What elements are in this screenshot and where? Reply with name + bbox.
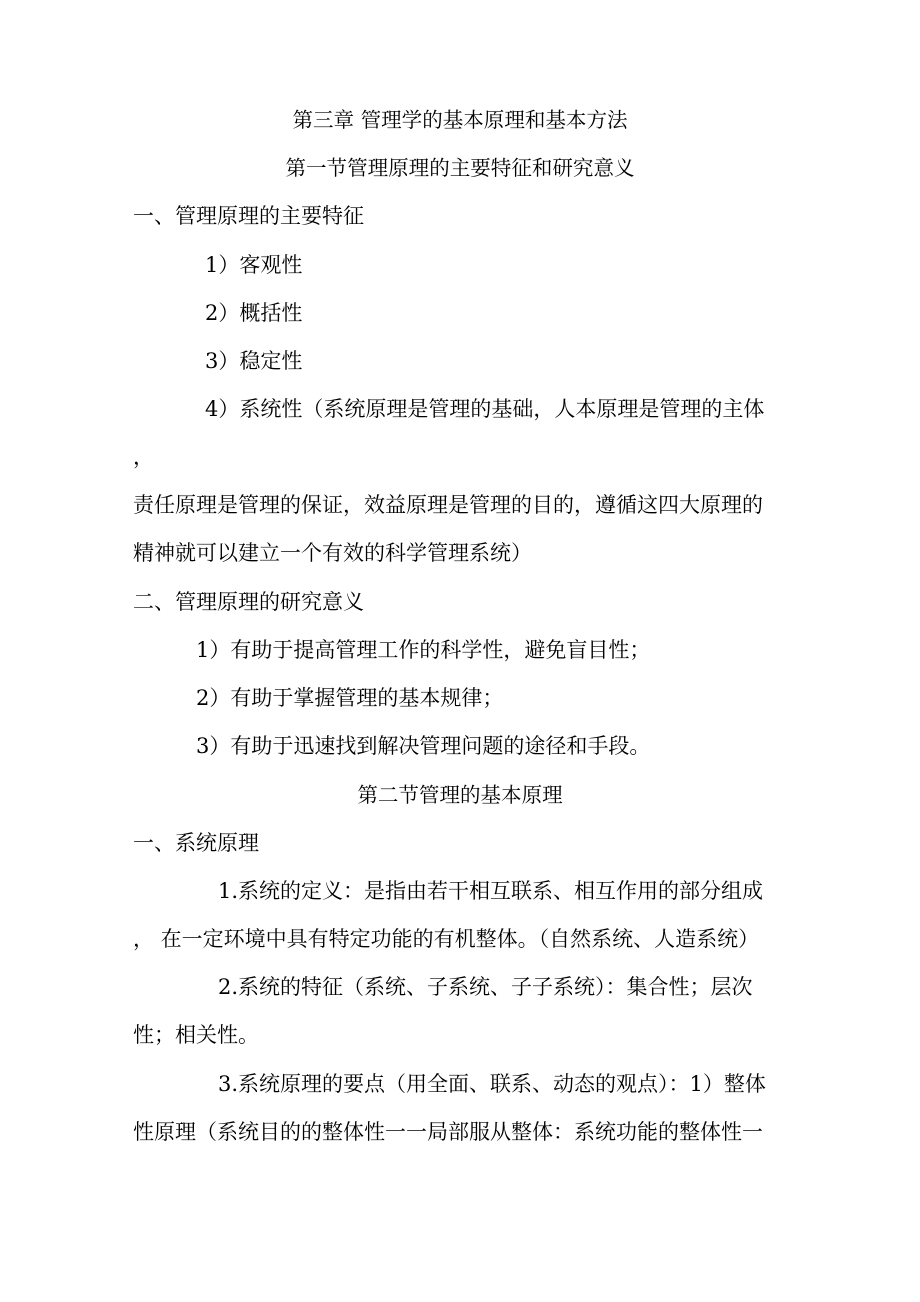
paragraph-line: 1.系统的定义：是指由若干相互联系、相互作用的部分组成 [218, 879, 764, 903]
chapter-title: 第三章 管理学的基本原理和基本方法 [292, 108, 628, 132]
paragraph-line: 性；相关性。 [133, 1023, 259, 1047]
section-title: 第一节管理原理的主要特征和研究意义 [285, 156, 635, 180]
paragraph-line: 2.系统的特征（系统、子系统、子子系统）：集合性；层次 [218, 975, 753, 999]
paragraph-line: 3.系统原理的要点（用全面、联系、动态的观点）：1）整体 [218, 1072, 766, 1096]
list-item: 1）有助于提高管理工作的科学性，避免盲目性； [196, 638, 651, 662]
paragraph-line: 性原理（系统目的的整体性一一局部服从整体：系统功能的整体性一 [133, 1120, 763, 1144]
list-item: 1）客观性 [205, 253, 303, 277]
part-heading: 二、管理原理的研究意义 [133, 590, 364, 614]
paragraph-line: 责任原理是管理的保证，效益原理是管理的目的，遵循这四大原理的 [133, 493, 763, 517]
list-item: 2）概括性 [205, 301, 303, 325]
part-heading: 一、系统原理 [133, 831, 259, 855]
section-title: 第二节管理的基本原理 [357, 783, 563, 807]
paragraph-line: ， 在一定环境中具有特定功能的有机整体。（自然系统、人造系统） [133, 927, 760, 951]
list-item: 2）有助于掌握管理的基本规律； [196, 686, 504, 710]
paragraph-line: ， [133, 445, 154, 469]
list-item: 3）有助于迅速找到解决管理问题的途径和手段。 [196, 734, 651, 758]
part-heading: 一、管理原理的主要特征 [133, 204, 364, 228]
list-item: 3）稳定性 [205, 349, 303, 373]
paragraph-line: 精神就可以建立一个有效的科学管理系统） [133, 541, 532, 565]
list-item: 4）系统性（系统原理是管理的基础，人本原理是管理的主体 [205, 397, 765, 421]
